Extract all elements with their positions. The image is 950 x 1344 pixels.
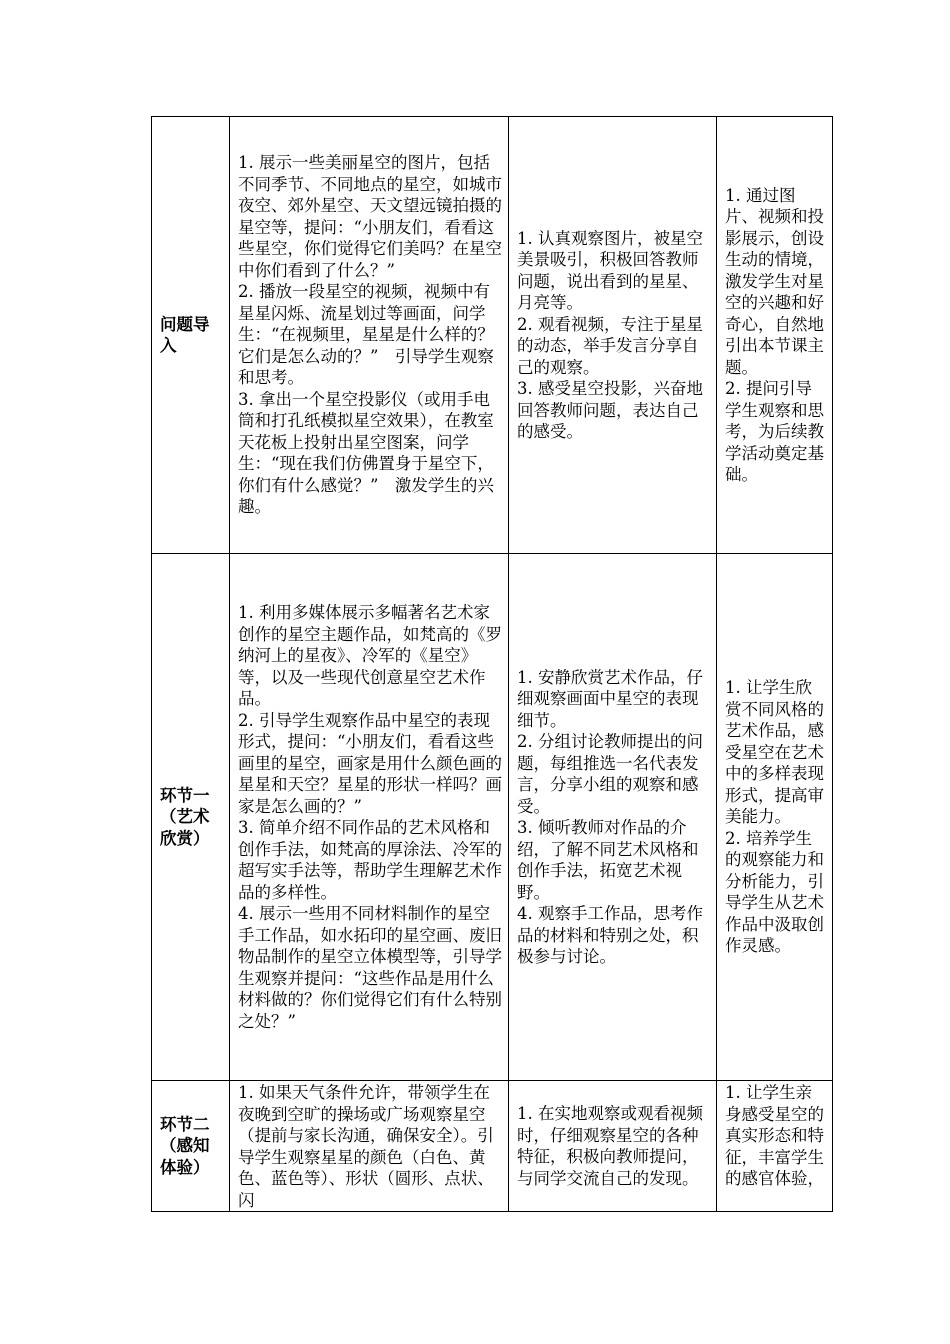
teacher-activity-cell [230,554,509,1081]
teacher-step-4: 4. 展示一些用不同材料制作的星空手工作品，如水拓印的星空画、废旧物品制作的星空立体模型等，引导学生观察并提问：“这些作品是用什么材料做的？你们觉得它们有什么特别之处？” [238,904,502,1031]
teacher-activity-cell [230,117,509,554]
teacher-step-3: 3. 拿出一个星空投影仪（或用手电筒和打孔纸模拟星空效果），在教室天花板上投射出星空图案，问学生：“现在我们仿佛置身于星空下，你们有什么感觉？” 激发学生的兴趣。 [238,389,494,517]
student-step-1: 1. 认真观察图片，被星空美景吸引，积极回答教师问题，说出看到的星星、月亮等。 [517,228,703,312]
teacher-step-2: 2. 播放一段星空的视频，视频中有星星闪烁、流星划过等画面，问学生：“在视频里，星星是什么样的？它们是怎么动的？” 引导学生观察和思考。 [238,282,494,388]
stage-cell: 环节一（艺术欣赏） [152,554,230,1081]
student-step-4: 4. 观察手工作品，思考作品的材料和特别之处，积极参与讨论。 [517,904,703,966]
teacher-step-2: 2. 引导学生观察作品中星空的表现形式，提问：“小朋友们，看看这些画里的星空，画家是用什么颜色画的星星和天空？星星的形状一样吗？画家是怎么画的？” [238,710,502,816]
student-activity-cell [509,1081,717,1212]
table-row [152,554,833,1081]
lesson-plan-table [151,116,833,1212]
student-step-3: 3. 感受星空投影，兴奋地回答教师问题，表达自己的感受。 [517,379,703,441]
teacher-step-1: 1. 展示一些美丽星空的图片，包括不同季节、不同地点的星空，如城市夜空、郊外星空、天文望远镜拍摄的星空等，提问：“小朋友们，看看这些星空，你们觉得它们美吗？在星空中你们看到了什么？” [238,153,502,280]
purpose-item-1: 1. 让学生欣赏不同风格的艺术作品，感受星空在艺术中的多样表现形式，提高审美能力。 [725,678,824,827]
design-purpose-cell [717,1081,833,1212]
design-purpose-cell [717,117,833,554]
student-activity-cell [509,554,717,1081]
teacher-step-3: 3. 简单介绍不同作品的艺术风格和创作手法，如梵高的厚涂法、冷军的超写实手法等，帮助学生理解艺术作品的多样性。 [238,818,502,902]
stage-cell: 环节二（感知体验） [152,1081,230,1212]
teacher-step-1: 1. 如果天气条件允许，带领学生在夜晚到空旷的操场或广场观察星空（提前与家长沟通，确保安全）。引导学生观察星星的颜色（白色、黄色、蓝色等）、形状（圆形、点状、闪 [238,1083,494,1210]
purpose-item-1: 1. 通过图片、视频和投影展示，创设生动的情境，激发学生对星空的兴趣和好奇心，自然地引出本节课主题。 [725,185,824,377]
purpose-item-2: 2. 提问引导学生观察和思考，为后续教学活动奠定基础。 [725,379,824,484]
student-step-3: 3. 倾听教师对作品的介绍，了解不同艺术风格和创作手法，拓宽艺术视野。 [517,818,699,902]
table-row [152,117,833,554]
teacher-activity-cell [230,1081,509,1212]
teacher-step-1: 1. 利用多媒体展示多幅著名艺术家创作的星空主题作品，如梵高的《罗纳河上的星夜》、冷军的《星空》等，以及一些现代创意星空艺术作品。 [238,603,502,708]
student-step-2: 2. 分组讨论教师提出的问题，每组推选一名代表发言，分享小组的观察和感受。 [517,732,703,816]
student-step-1: 1. 安静欣赏艺术作品，仔细观察画面中星空的表现细节。 [517,667,703,730]
purpose-item-2: 2. 培养学生的观察能力和分析能力，引导学生从艺术作品中汲取创作灵感。 [725,828,824,956]
student-step-1: 1. 在实地观察或观看视频时，仔细观察星空的各种特征，积极向教师提问，与同学交流自己的发现。 [517,1104,703,1188]
table-row [152,1081,833,1212]
student-step-2: 2. 观看视频，专注于星星的动态，举手发言分享自己的观察。 [517,314,703,377]
design-purpose-cell [717,554,833,1081]
stage-cell: 问题导入 [152,117,230,554]
purpose-item-1: 1. 让学生亲身感受星空的真实形态和特征，丰富学生的感官体验， [725,1083,824,1188]
student-activity-cell [509,117,717,554]
